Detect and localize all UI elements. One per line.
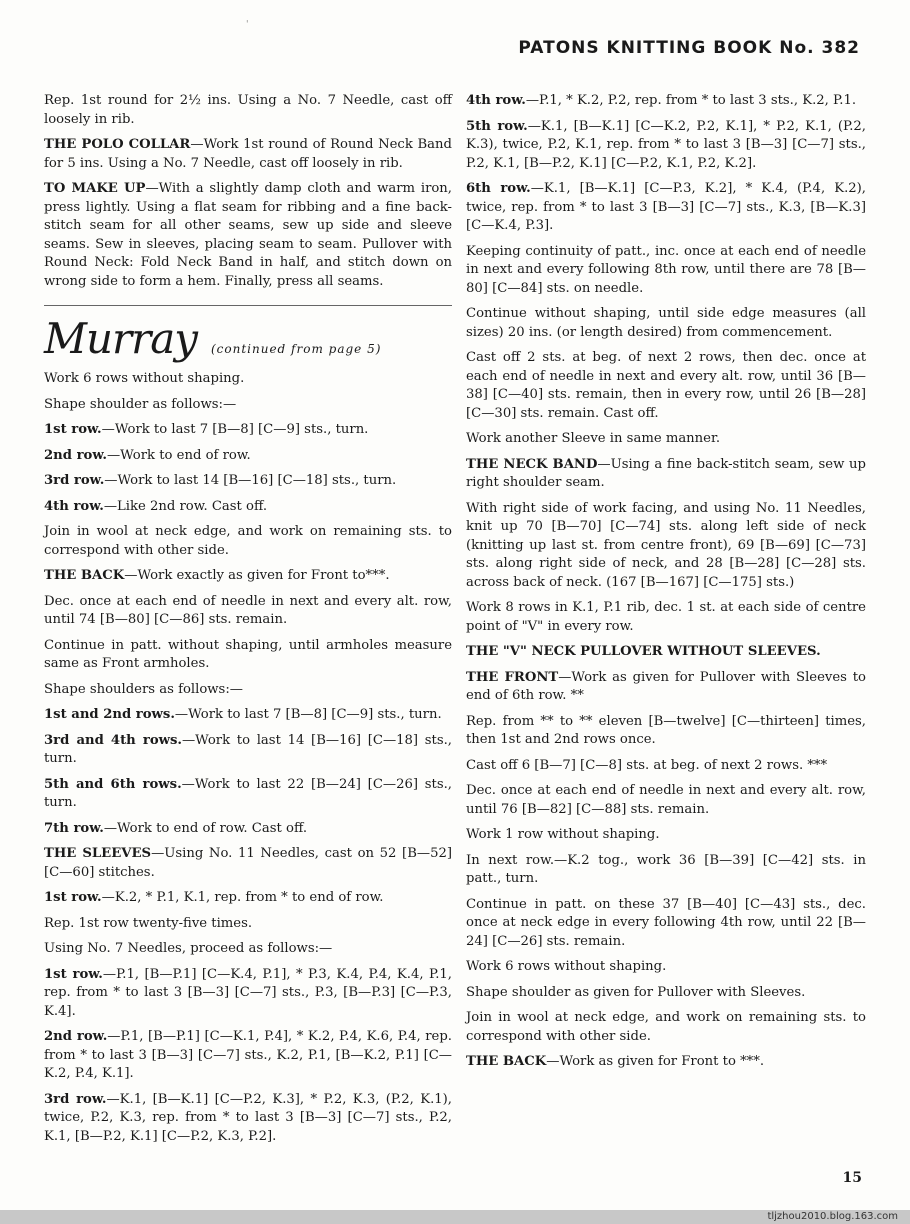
paragraph-text: Work 6 rows without shaping. (466, 959, 667, 974)
paragraph-text: Continue without shaping, until side edge measures (all sizes) 20 ins. (or length desired) from commencement. (466, 306, 866, 340)
paragraph-heading: THE BACK (44, 568, 125, 583)
paragraph-text: Shape shoulder as given for Pullover with Sleeves. (466, 984, 806, 1000)
paragraph-text: —Using a fine back-stitch seam, sew up right shoulder seam. (466, 456, 866, 490)
paragraph (44, 180, 452, 291)
paragraph-text: —Work as given for Front to ***. (546, 1054, 765, 1069)
paragraph (44, 472, 452, 491)
scan-mark: ' (246, 20, 249, 30)
paragraph (44, 498, 452, 517)
paragraph-text: —With a slightly damp cloth and warm iron, press lightly. Using a flat seam for ribbing and a fine back-stitch seam for all other seams, sew up side and sleeve seams. Sew in sleeves, placing seam to seam. Pullover with Round Neck: Fold Neck Band in half, and stitch down on wrong side to form a hem. Finally, press all seams. (44, 181, 452, 289)
paragraph-text: —Work to last 7 [B—8] [C—9] sts., turn. (174, 707, 442, 722)
paragraph (44, 845, 452, 882)
paragraph-text: Dec. once at each end of needle in next and every alt. row, until 74 [B—80] [C—86] sts. remain. (44, 593, 452, 627)
paragraph (44, 421, 452, 440)
paragraph (466, 456, 866, 493)
paragraph-text: In next row.—K.2 tog., work 36 [B—39] [C—42] sts. in patt., turn. (466, 852, 866, 886)
paragraph (466, 669, 866, 706)
paragraph (466, 958, 866, 977)
paragraph-text: Keeping continuity of patt., inc. once at each end of needle in next and every following 8th row, until there are 78 [B—80] [C—84] sts. on needle. (466, 243, 866, 296)
paragraph-text: Using No. 7 Needles, proceed as follows:— (44, 941, 333, 956)
paragraph-text: Dec. once at each end of needle in next and every alt. row, until 76 [B—82] [C—88] sts. remain. (466, 783, 866, 817)
paragraph-heading: 3rd and 4th rows. (44, 732, 182, 748)
paragraph-heading: 1st and 2nd rows. (44, 707, 175, 722)
paragraph (466, 757, 866, 776)
footer-watermark: tljzhou2010.blog.163.com (767, 1211, 898, 1222)
footer-bar (0, 1210, 910, 1224)
page-header: PATONS KNITTING BOOK No. 382 (518, 38, 860, 58)
paragraph (44, 567, 452, 586)
paragraph-text: —Work to last 14 [B—16] [C—18] sts., turn. (104, 473, 397, 488)
paragraph (466, 643, 866, 662)
paragraph-text: —Work 1st round of Round Neck Band for 5 ins. Using a No. 7 Needle, cast off loosely in rib. (44, 137, 452, 171)
paragraph-heading: THE NECK BAND (466, 456, 598, 472)
paragraph (466, 430, 866, 449)
right-paragraphs (466, 92, 866, 1072)
paragraph-text: Cast off 2 sts. at beg. of next 2 rows, then dec. once at each end of needle in next and every alt. row, until 36 [B—38] [C—40] sts. remain, then in every row, until 26 [B—28] [C—30] sts. remain. Cast off. (466, 350, 866, 421)
paragraph-text: Rep. from ** to ** eleven [B—twelve] [C—thirteen] times, then 1st and 2nd rows once. (466, 713, 866, 747)
paragraph (44, 940, 452, 959)
paragraph-text: Continue in patt. on these 37 [B—40] [C—43] sts., dec. once at neck edge in every following 4th row, until 22 [B—24] [C—26] sts. remain. (466, 896, 866, 949)
paragraph (466, 782, 866, 819)
paragraph-heading: THE POLO COLLAR (44, 137, 191, 152)
paragraph-text: Rep. 1st round for 2½ ins. Using a No. 7 Needle, cast off loosely in rib. (44, 93, 452, 127)
paragraph (466, 713, 866, 750)
left-paragraphs-bottom (44, 370, 452, 1146)
paragraph-heading: 1st row. (44, 422, 102, 437)
murray-logo: Murray (44, 314, 197, 363)
paragraph (466, 118, 866, 174)
paragraph-heading: 3rd row. (44, 1091, 107, 1107)
paragraph-heading: TO MAKE UP (44, 181, 146, 196)
paragraph (466, 305, 866, 342)
paragraph-text: Rep. 1st row twenty-five times. (44, 915, 253, 931)
paragraph-text: Join in wool at neck edge, and work on remaining sts. to correspond with other side. (466, 1010, 866, 1044)
paragraph (466, 599, 866, 636)
paragraph-text: —Using No. 11 Needles, cast on 52 [B—52] [C—60] stitches. (44, 846, 453, 880)
paragraph-text: —Work exactly as given for Front to***. (124, 568, 390, 583)
paragraph (44, 1028, 452, 1084)
paragraph-heading: 2nd row. (44, 447, 107, 463)
paragraph-text: Work another Sleeve in same manner. (466, 431, 721, 446)
paragraph (466, 852, 866, 889)
paragraph-heading: 5th row. (466, 118, 528, 134)
paragraph (44, 776, 452, 813)
paragraph-heading: 6th row. (466, 181, 531, 196)
left-column (44, 92, 452, 1153)
paragraph-text: —K.2, * P.1, K.1, rep. from * to end of row. (101, 890, 384, 905)
paragraph (466, 896, 866, 952)
paragraph-text: Continue in patt. without shaping, until armholes measure same as Front armholes. (44, 637, 452, 671)
left-paragraphs-top (44, 92, 452, 291)
paragraph-heading: THE BACK (466, 1054, 547, 1069)
paragraph (466, 500, 866, 593)
paragraph (44, 681, 452, 700)
paragraph-text: Join in wool at neck edge, and work on remaining sts. to correspond with other side. (44, 524, 452, 558)
paragraph-text: —Like 2nd row. Cast off. (103, 498, 268, 514)
paragraph-heading: 7th row. (44, 820, 104, 836)
paragraph (466, 1009, 866, 1046)
paragraph-text: —Work to end of row. (106, 447, 251, 463)
paragraph (44, 136, 452, 173)
paragraph (44, 637, 452, 674)
paragraph (44, 820, 452, 839)
paragraph-text: —Work as given for Pullover with Sleeves to end of 6th row. ** (466, 669, 866, 703)
paragraph-text: —K.1, [B—K.1] [C—P.3, K.2], * K.4, (P.4, K.2), twice, rep. from * to last 3 [B—3] [C—7] sts., K.3, [B—K.3] [C—K.4, P.3]. (466, 181, 866, 233)
paragraph-heading: THE FRONT (466, 669, 559, 685)
section-divider (44, 305, 452, 306)
paragraph (44, 370, 452, 389)
paragraph-heading: 4th row. (466, 93, 526, 108)
paragraph (44, 396, 452, 415)
paragraph (44, 915, 452, 934)
paragraph-text: —Work to end of row. Cast off. (103, 820, 308, 836)
paragraph (44, 593, 452, 630)
paragraph-heading: 2nd row. (44, 1029, 108, 1044)
paragraph-text: —P.1, [B—P.1] [C—K.1, P.4], * K.2, P.4, K.6, P.4, rep. from * to last 3 [B—3] [C—7] sts., K.2, P.1, [B—K.2, P.1] [C—K.2, P.4, K.1]. (44, 1029, 452, 1081)
page-number: 15 (842, 1170, 862, 1186)
paragraph-heading: THE "V" NECK PULLOVER WITHOUT SLEEVES. (466, 644, 821, 659)
paragraph (466, 349, 866, 423)
paragraph-heading: THE SLEEVES (44, 846, 152, 861)
paragraph (44, 92, 452, 129)
paragraph (44, 447, 452, 466)
paragraph-text: —P.1, * K.2, P.2, rep. from * to last 3 sts., K.2, P.1. (525, 93, 857, 108)
paragraph (466, 1053, 866, 1072)
paragraph-heading: 5th and 6th rows. (44, 776, 182, 792)
paragraph-text: Shape shoulders as follows:— (44, 681, 243, 697)
paragraph (466, 826, 866, 845)
paragraph (44, 1091, 452, 1147)
paragraph (44, 889, 452, 908)
paragraph-heading: 1st row. (44, 966, 103, 982)
paragraph (44, 523, 452, 560)
paragraph (466, 180, 866, 236)
paragraph-text: With right side of work facing, and using No. 11 Needles, knit up 70 [B—70] [C—74] sts. along left side of neck (knitting up last st. from centre front), 69 [B—69] [C—73] sts. along right side of neck, and 28 [B—28] [C—28] sts. across back of neck. (167 [B—167] [C—175] sts.) (466, 500, 866, 590)
murray-heading (44, 316, 452, 362)
paragraph-heading: 1st row. (44, 890, 102, 905)
paragraph (466, 92, 866, 111)
paragraph-text: Shape shoulder as follows:— (44, 396, 237, 412)
paragraph (466, 243, 866, 299)
continued-note: (continued from page 5) (210, 342, 382, 356)
paragraph-text: Work 8 rows in K.1, P.1 rib, dec. 1 st. at each side of centre point of "V" in every row. (466, 600, 866, 634)
paragraph (44, 706, 452, 725)
paragraph-text: Work 6 rows without shaping. (44, 371, 245, 386)
paragraph-text: —Work to last 22 [B—24] [C—26] sts., turn. (44, 776, 453, 810)
paragraph-text: —Work to last 7 [B—8] [C—9] sts., turn. (101, 422, 369, 437)
paragraph-heading: 3rd row. (44, 473, 105, 488)
paragraph-text: —P.1, [B—P.1] [C—K.4, P.1], * P.3, K.4, P.4, K.4, P.1, rep. from * to last 3 [B—3] [C—7] sts., P.3, [B—P.3] [C—P.3, K.4]. (44, 966, 452, 1019)
paragraph-text: —K.1, [B—K.1] [C—P.2, K.3], * P.2, K.3, (P.2, K.1), twice, P.2, K.3, rep. from * to last 3 [B—3] [C—7] sts., P.2, K.1, [B—P.2, K.1] [C—P.2, K.3, P.2]. (44, 1091, 453, 1144)
paragraph-heading: 4th row. (44, 498, 104, 514)
paragraph-text: Cast off 6 [B—7] [C—8] sts. at beg. of next 2 rows. *** (466, 757, 828, 773)
paragraph (44, 732, 452, 769)
paragraph (466, 984, 866, 1003)
paragraph-text: —K.1, [B—K.1] [C—K.2, P.2, K.1], * P.2, K.1, (P.2, K.3), twice, P.2, K.1, rep. from * to last 3 [B—3] [C—7] sts., P.2, K.1, [B—P.2, K.1] [C—P.2, K.1, P.2, K.2]. (466, 118, 866, 171)
paragraph-text: —Work to last 14 [B—16] [C—18] sts., turn. (44, 732, 452, 766)
right-column (466, 92, 866, 1079)
paragraph (44, 966, 452, 1022)
paragraph-text: Work 1 row without shaping. (466, 827, 660, 842)
